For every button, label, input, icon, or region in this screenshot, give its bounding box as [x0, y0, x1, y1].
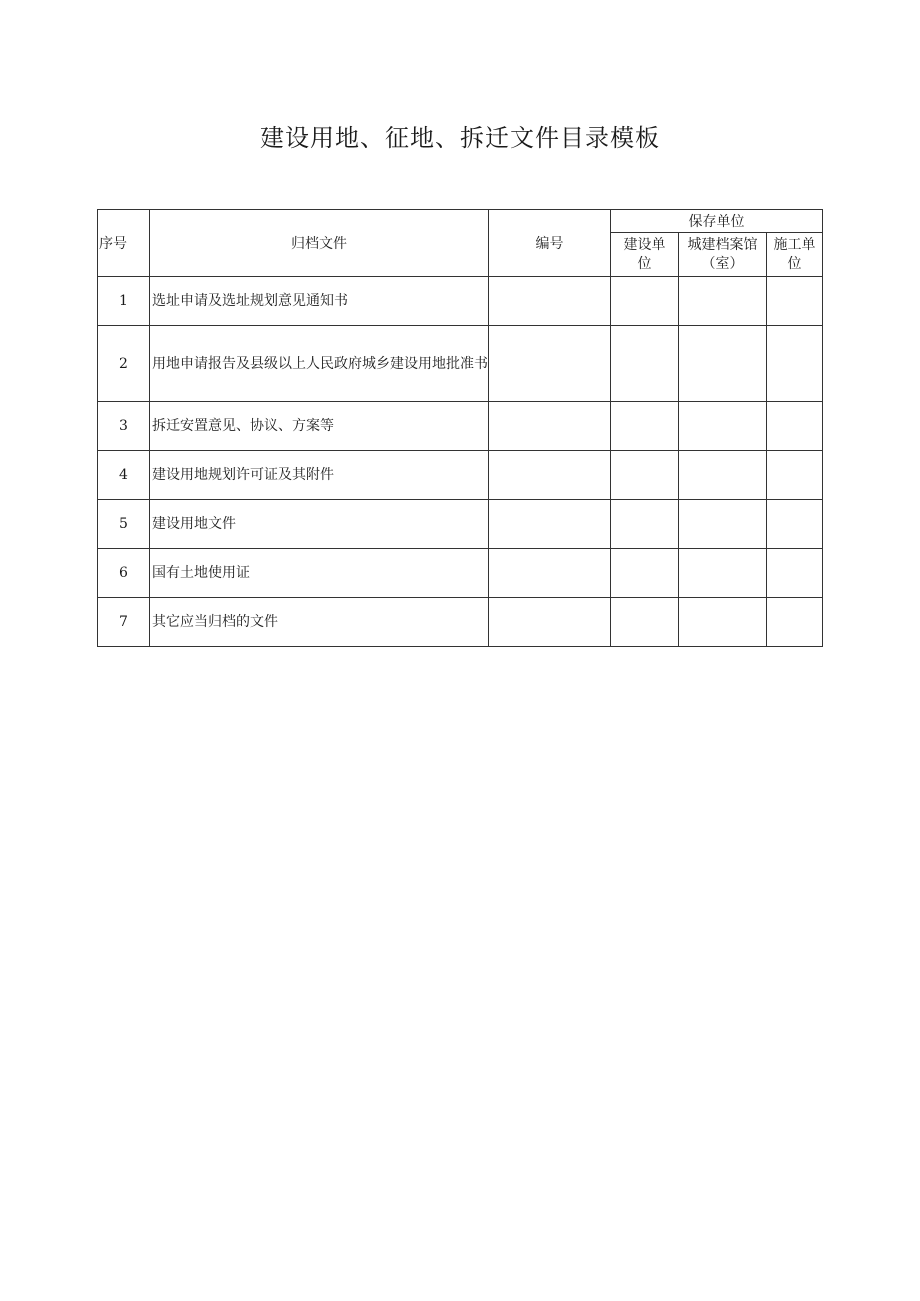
row-seq: 5: [98, 500, 150, 549]
table-row: [98, 451, 823, 500]
table-row: [98, 402, 823, 451]
row-archives-cell: [679, 549, 767, 598]
row-archives-cell: [679, 277, 767, 326]
row-document: 拆迁安置意见、协议、方案等: [150, 402, 489, 451]
row-document: 建设用地文件: [150, 500, 489, 549]
row-contractor-cell: [767, 277, 823, 326]
row-document: 用地申请报告及县级以上人民政府城乡建设用地批准书: [150, 326, 489, 402]
table-row: [98, 500, 823, 549]
table-row: [98, 598, 823, 647]
row-contractor-cell: [767, 500, 823, 549]
row-construction-cell: [611, 451, 679, 500]
document-catalog-table: [97, 209, 823, 647]
row-number-cell: [489, 402, 611, 451]
row-seq: 4: [98, 451, 150, 500]
row-number-cell: [489, 451, 611, 500]
row-seq: 1: [98, 277, 150, 326]
row-archives-cell: [679, 326, 767, 402]
row-contractor-cell: [767, 549, 823, 598]
header-document: 归档文件: [150, 210, 489, 277]
row-document: 选址申请及选址规划意见通知书: [150, 277, 489, 326]
header-number: 编号: [489, 210, 611, 277]
header-construction-unit: 建设单 位: [611, 233, 679, 277]
header-keeping-unit: 保存单位: [611, 210, 823, 233]
row-number-cell: [489, 598, 611, 647]
row-number-cell: [489, 549, 611, 598]
row-contractor-cell: [767, 598, 823, 647]
row-seq: 7: [98, 598, 150, 647]
table-row: [98, 549, 823, 598]
row-contractor-cell: [767, 402, 823, 451]
row-number-cell: [489, 500, 611, 549]
row-archives-cell: [679, 402, 767, 451]
row-construction-cell: [611, 598, 679, 647]
header-contractor-unit: 施工单 位: [767, 233, 823, 277]
row-construction-cell: [611, 500, 679, 549]
row-archives-cell: [679, 451, 767, 500]
row-construction-cell: [611, 277, 679, 326]
row-construction-cell: [611, 402, 679, 451]
row-document: 其它应当归档的文件: [150, 598, 489, 647]
row-number-cell: [489, 277, 611, 326]
table-row: [98, 326, 823, 402]
page-title: 建设用地、征地、拆迁文件目录模板: [260, 124, 660, 152]
row-seq: 6: [98, 549, 150, 598]
row-contractor-cell: [767, 451, 823, 500]
row-archives-cell: [679, 598, 767, 647]
row-document: 建设用地规划许可证及其附件: [150, 451, 489, 500]
header-urban-archives: 城建档案馆 （室）: [679, 233, 767, 277]
row-number-cell: [489, 326, 611, 402]
row-construction-cell: [611, 326, 679, 402]
table-row: [98, 277, 823, 326]
row-seq: 3: [98, 402, 150, 451]
row-document: 国有土地使用证: [150, 549, 489, 598]
header-seq: 序号: [98, 210, 150, 277]
header-row-top: [98, 210, 823, 233]
row-archives-cell: [679, 500, 767, 549]
row-seq: 2: [98, 326, 150, 402]
row-contractor-cell: [767, 326, 823, 402]
row-construction-cell: [611, 549, 679, 598]
